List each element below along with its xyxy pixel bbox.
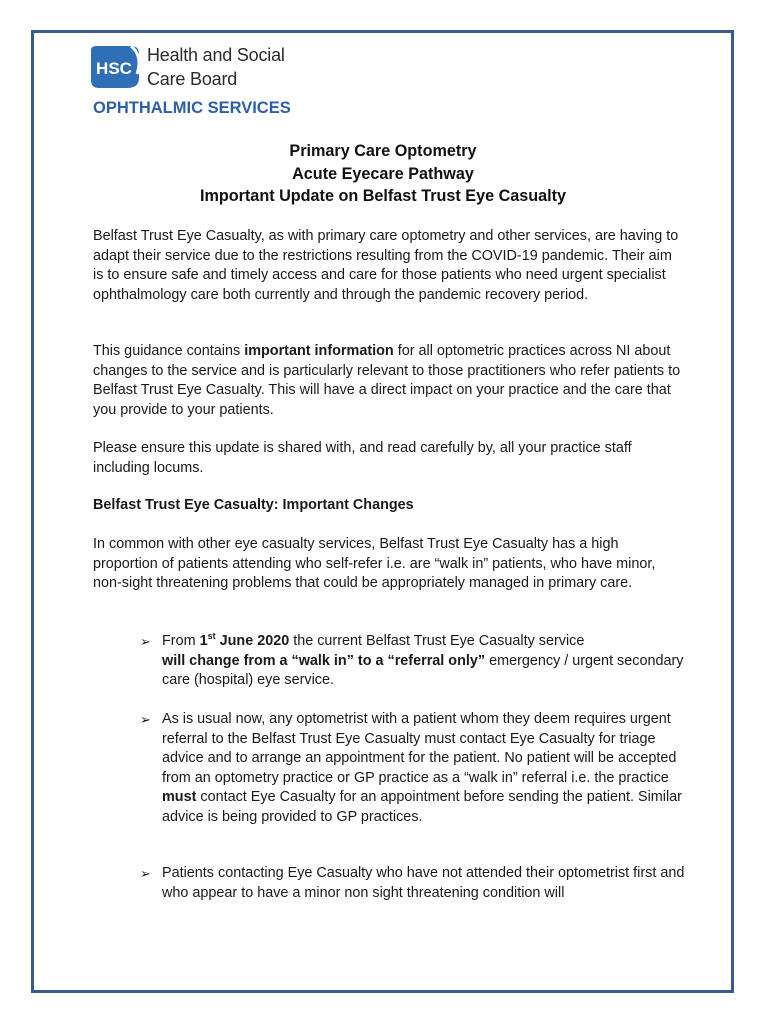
bullet-2-bold: must (162, 789, 197, 806)
intro-paragraph-1: Belfast Trust Eye Casualty, as with primary care optometry and other services, are having to adapt their service due to the restrictions resulting from the COVID-19 pandemic. Their aim is to ensure safe and timely access and care for those patients who need urgent specialist ophthalmology care both currently and through the pandemic recovery period. (93, 228, 679, 303)
intro-paragraph-2 (93, 342, 683, 420)
arrow-bullet-icon: ➢ (140, 712, 151, 727)
intro-p2-text-end: for all optometric practices across NI about changes to the service and is particularly relevant to those practitioners who refer patients to Belfast Trust Eye Casualty. This will have a direct impact on your practice and the care that you provide to your patients. (93, 343, 681, 418)
changes-paragraph: In common with other eye casualty services, Belfast Trust Eye Casualty has a high proportion of patients attending who self-refer i.e. are “walk in” patients, who have minor, non-sight threatening problems that could be appropriately managed in primary care. (93, 536, 656, 592)
bullet-1-date-suffix: st (207, 631, 216, 642)
heading-line-3: Important Update on Belfast Trust Eye Casualty (199, 187, 567, 205)
bullet-2-post: contact Eye Casualty for an appointment before sending the patient. Similar advice is being provided to GP practices. (162, 789, 682, 825)
bullet-1-post: emergency / urgent secondary care (hospital) eye service. (162, 652, 684, 689)
section-title: OPHTHALMIC SERVICES (93, 99, 291, 117)
bullet-item-1 (140, 632, 685, 691)
bullet-1-mid: the current Belfast Trust Eye Casualty service (289, 633, 585, 649)
organisation-name-line1: Health and Social (147, 45, 285, 65)
bullet-item-2 (140, 710, 685, 828)
intro-paragraph-3: Please ensure this update is shared with, and read carefully by, all your practice staff including locums. (93, 440, 632, 476)
hsc-badge-text: HSC (96, 59, 132, 78)
intro-p2-bold: important information (244, 343, 394, 359)
bullet-1-date-month: June 2020 (215, 633, 290, 649)
heading-line-2: Acute Eyecare Pathway (292, 164, 474, 183)
bullet-1-date: 1 (199, 633, 208, 649)
changes-heading: Belfast Trust Eye Casualty: Important Changes (93, 497, 414, 513)
hsc-badge-icon (87, 44, 143, 90)
bullet-1-pre: From (162, 633, 200, 649)
bullet-1-text (162, 632, 685, 691)
bullet-3-text: Patients contacting Eye Casualty who have not attended their optometrist first and who appear to have a minor non sight threatening condition will (162, 865, 685, 901)
bullet-item-3 (140, 864, 685, 903)
document-headings (93, 140, 673, 208)
intro-p2-text: This guidance contains (93, 343, 245, 359)
arrow-bullet-icon: ➢ (140, 866, 151, 881)
bullet-2-text (162, 710, 685, 828)
organisation-name (147, 43, 285, 91)
organisation-name-line2: Care Board (147, 69, 238, 89)
bullet-1-bold: will change from a “walk in” to a “referral only” (162, 652, 486, 669)
hsc-logo (87, 42, 285, 92)
bullet-2-pre: As is usual now, any optometrist with a patient whom they deem requires urgent referral to the Belfast Trust Eye Casualty must contact Eye Casualty for triage advice and to arrange an appointment for the patient. No patient will be accepted from an optometry practice or GP practice as a “walk in” referral i.e. the practice (162, 711, 677, 786)
arrow-bullet-icon: ➢ (140, 634, 151, 649)
heading-line-1: Primary Care Optometry (289, 142, 477, 160)
